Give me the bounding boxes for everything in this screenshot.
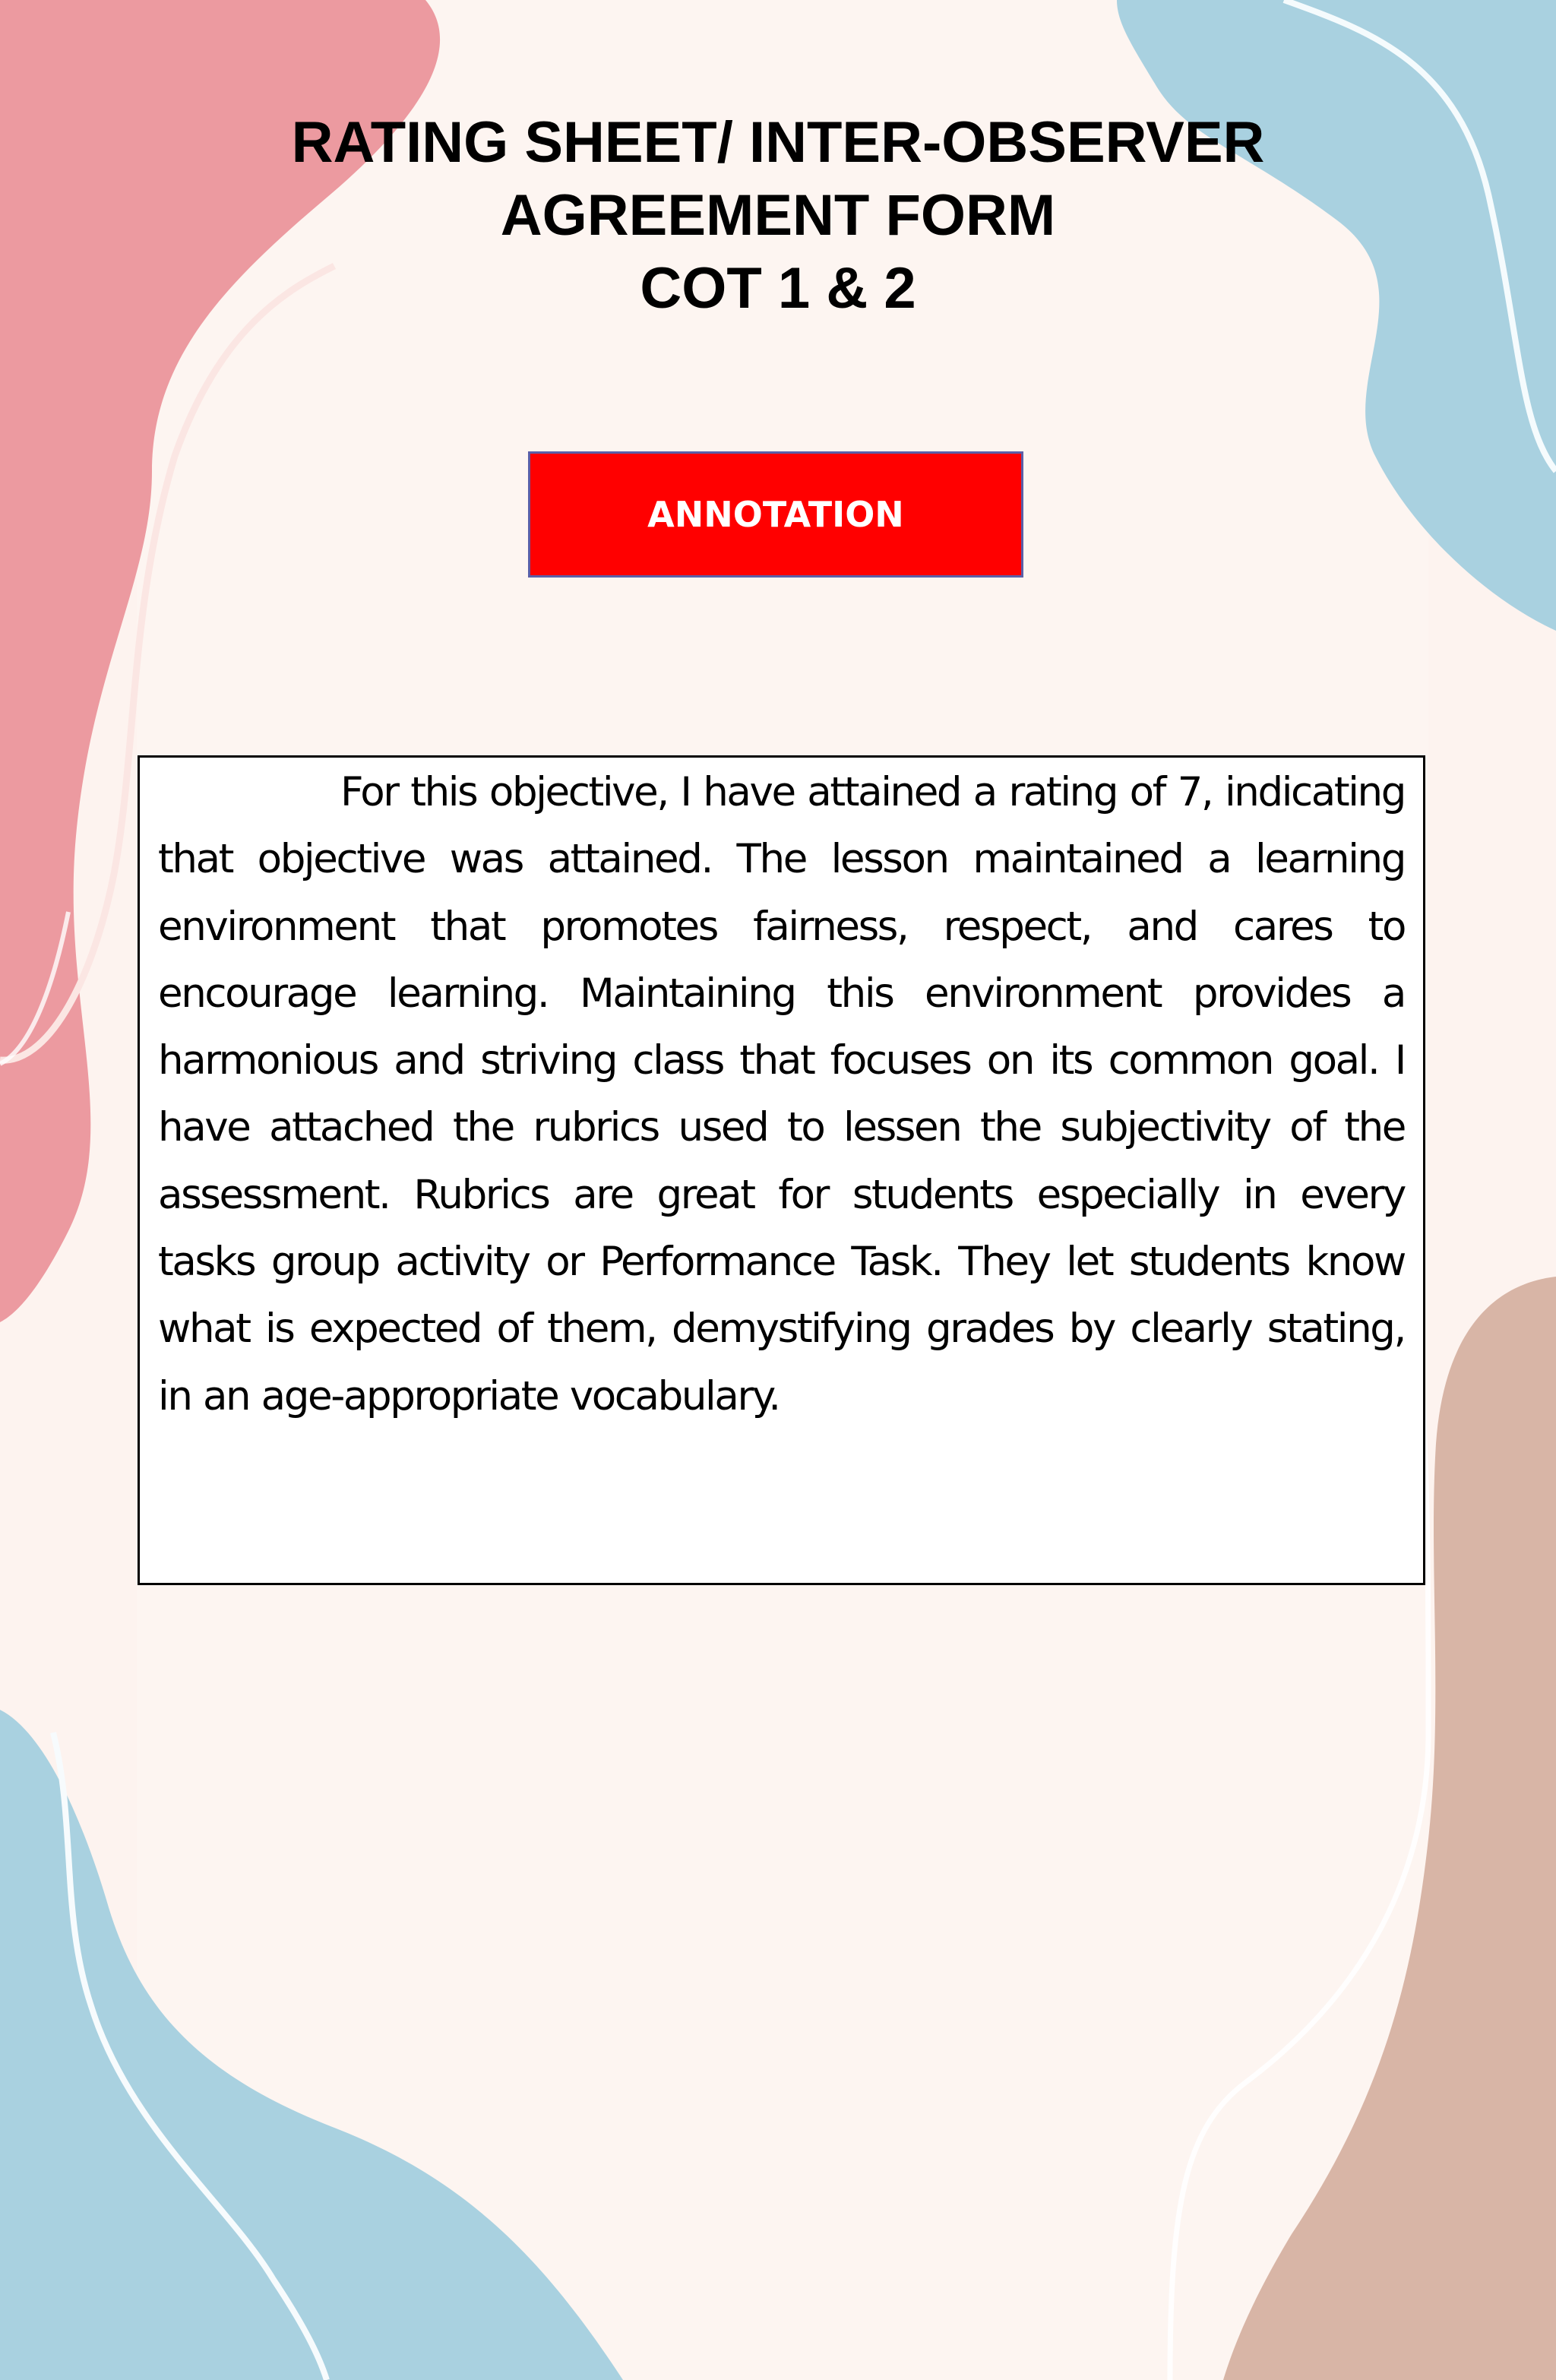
title-line-1: RATING SHEET/ INTER-OBSERVER bbox=[291, 110, 1265, 175]
page-title bbox=[0, 106, 1556, 325]
title-line-2: AGREEMENT FORM bbox=[500, 183, 1056, 248]
annotation-text-box bbox=[138, 755, 1425, 1585]
title-line-3: COT 1 & 2 bbox=[640, 256, 916, 321]
annotation-label: ANNOTATION bbox=[528, 451, 1023, 578]
annotation-paragraph: For this objective, I have attained a rating of 7, indicating that objective was attained. The lesson maintained a learning environment that promotes fairness, respect, and cares to encourage learning. Maintaining this environment provides a harmonious and striving class that focuses on its common goal. I have attached the rubrics used to lessen the subjectivity of the assessment. Rubrics are great for students especially in every tasks group activity or Performance Task. They let students know what is expected of them, demystifying grades by clearly stating, in an age-appropriate vocabulary. bbox=[158, 769, 1405, 1419]
